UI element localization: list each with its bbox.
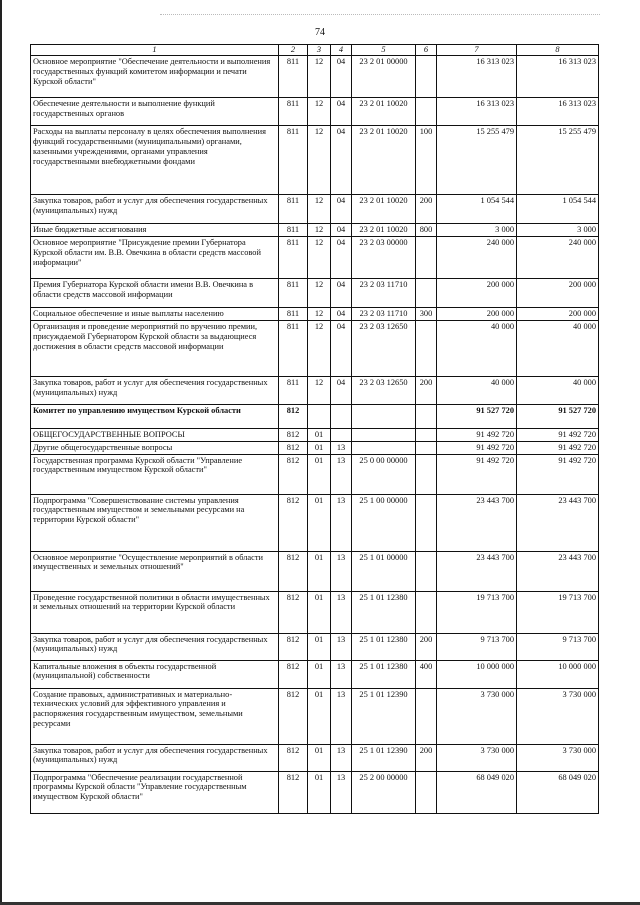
item-name: Организация и проведение мероприятий по вручению премии, присуждаемой Губернатором Курской области за выдающиеся достижения в области средств массовой информации [31, 320, 279, 376]
table-row [31, 194, 599, 223]
amount-year-2: 16 313 023 [517, 97, 599, 125]
item-name: Премия Губернатора Курской области имени В.В. Овечкина в области средств массовой информации [31, 278, 279, 307]
target-article-code: 23 2 03 12650 [352, 320, 416, 376]
amount-year-2: 16 313 023 [517, 55, 599, 97]
target-article-code: 25 0 00 00000 [352, 454, 416, 494]
expense-type-code: 100 [416, 125, 437, 194]
target-article-code: 23 2 01 00000 [352, 55, 416, 97]
amount-year-2: 91 492 720 [517, 441, 599, 454]
header-cell: 7 [437, 45, 517, 56]
amount-year-1: 23 443 700 [437, 551, 517, 591]
amount-year-1: 23 443 700 [437, 494, 517, 551]
subsection-code: 13 [331, 688, 352, 744]
amount-year-1: 91 492 720 [437, 428, 517, 441]
scan-artifact [160, 14, 600, 16]
target-article-code: 23 2 01 10020 [352, 125, 416, 194]
section-code: 01 [308, 551, 331, 591]
expense-type-code [416, 404, 437, 428]
table-row [31, 125, 599, 194]
target-article-code [352, 441, 416, 454]
amount-year-2: 40 000 [517, 376, 599, 404]
table-row [31, 551, 599, 591]
amount-year-1: 3 730 000 [437, 744, 517, 771]
expense-type-code [416, 454, 437, 494]
subsection-code: 13 [331, 633, 352, 660]
item-name: Закупка товаров, работ и услуг для обеспечения государственных (муниципальных) нужд [31, 376, 279, 404]
subsection-code: 04 [331, 376, 352, 404]
grbs-code: 812 [279, 591, 308, 633]
expense-type-code: 300 [416, 307, 437, 320]
amount-year-2: 1 054 544 [517, 194, 599, 223]
expense-type-code [416, 428, 437, 441]
grbs-code: 811 [279, 223, 308, 236]
header-cell: 3 [308, 45, 331, 56]
item-name: Основное мероприятие "Присуждение премии Губернатора Курской области им. В.В. Овечкина в области средств массовой информации" [31, 236, 279, 278]
grbs-code: 812 [279, 428, 308, 441]
item-name: Закупка товаров, работ и услуг для обеспечения государственных (муниципальных) нужд [31, 744, 279, 771]
amount-year-2: 10 000 000 [517, 660, 599, 688]
section-code: 01 [308, 494, 331, 551]
grbs-code: 811 [279, 97, 308, 125]
amount-year-1: 9 713 700 [437, 633, 517, 660]
item-name: Подпрограмма "Обеспечение реализации государственной программы Курской области "Управление государственным имуществом Курской области" [31, 771, 279, 813]
grbs-code: 811 [279, 236, 308, 278]
table-row [31, 97, 599, 125]
amount-year-1: 200 000 [437, 278, 517, 307]
amount-year-1: 40 000 [437, 376, 517, 404]
expense-type-code [416, 591, 437, 633]
target-article-code [352, 404, 416, 428]
subsection-code: 04 [331, 278, 352, 307]
subsection-code: 13 [331, 591, 352, 633]
table-row [31, 320, 599, 376]
grbs-code: 812 [279, 660, 308, 688]
grbs-code: 812 [279, 454, 308, 494]
grbs-code: 812 [279, 404, 308, 428]
expense-type-code: 200 [416, 376, 437, 404]
table-body [31, 45, 599, 814]
amount-year-1: 10 000 000 [437, 660, 517, 688]
grbs-code: 812 [279, 771, 308, 813]
subsection-code: 13 [331, 660, 352, 688]
amount-year-2: 3 730 000 [517, 744, 599, 771]
page-number: 74 [315, 27, 325, 38]
target-article-code: 23 2 03 11710 [352, 307, 416, 320]
target-article-code: 23 2 01 10020 [352, 194, 416, 223]
table-row [31, 404, 599, 428]
target-article-code: 23 2 03 11710 [352, 278, 416, 307]
grbs-code: 812 [279, 688, 308, 744]
table-row [31, 494, 599, 551]
expense-type-code: 800 [416, 223, 437, 236]
table-row [31, 454, 599, 494]
item-name: Проведение государственной политики в области имущественных и земельных отношений на территории Курской области [31, 591, 279, 633]
amount-year-1: 91 527 720 [437, 404, 517, 428]
section-code: 12 [308, 223, 331, 236]
subsection-code: 04 [331, 97, 352, 125]
budget-table [30, 44, 599, 814]
target-article-code: 25 1 00 00000 [352, 494, 416, 551]
section-code: 01 [308, 660, 331, 688]
amount-year-2: 240 000 [517, 236, 599, 278]
table-header-row [31, 45, 599, 56]
subsection-code: 04 [331, 125, 352, 194]
expense-type-code: 400 [416, 660, 437, 688]
amount-year-2: 15 255 479 [517, 125, 599, 194]
amount-year-1: 91 492 720 [437, 454, 517, 494]
section-code: 01 [308, 441, 331, 454]
item-name: Социальное обеспечение и иные выплаты населению [31, 307, 279, 320]
amount-year-2: 3 730 000 [517, 688, 599, 744]
amount-year-1: 240 000 [437, 236, 517, 278]
amount-year-1: 3 000 [437, 223, 517, 236]
expense-type-code [416, 97, 437, 125]
subsection-code: 13 [331, 454, 352, 494]
grbs-code: 811 [279, 307, 308, 320]
table-row [31, 428, 599, 441]
table-row [31, 307, 599, 320]
target-article-code: 23 2 01 10020 [352, 223, 416, 236]
item-name: Закупка товаров, работ и услуг для обеспечения государственных (муниципальных) нужд [31, 633, 279, 660]
target-article-code: 25 1 01 12390 [352, 688, 416, 744]
section-code [308, 404, 331, 428]
subsection-code: 13 [331, 744, 352, 771]
target-article-code: 25 1 01 12380 [352, 591, 416, 633]
expense-type-code [416, 771, 437, 813]
amount-year-1: 91 492 720 [437, 441, 517, 454]
table-row [31, 771, 599, 813]
grbs-code: 811 [279, 320, 308, 376]
amount-year-2: 200 000 [517, 307, 599, 320]
grbs-code: 812 [279, 494, 308, 551]
target-article-code [352, 428, 416, 441]
amount-year-1: 1 054 544 [437, 194, 517, 223]
item-name: Расходы на выплаты персоналу в целях обеспечения выполнения функций государственными (муниципальными) органами, казенными учреждениями, органами управления государственными внебюджетными фондами [31, 125, 279, 194]
subsection-code: 13 [331, 771, 352, 813]
item-name: Закупка товаров, работ и услуг для обеспечения государственных (муниципальных) нужд [31, 194, 279, 223]
grbs-code: 812 [279, 744, 308, 771]
table-row [31, 376, 599, 404]
table-row [31, 591, 599, 633]
amount-year-2: 40 000 [517, 320, 599, 376]
amount-year-2: 91 527 720 [517, 404, 599, 428]
section-code: 01 [308, 428, 331, 441]
expense-type-code [416, 494, 437, 551]
table-row [31, 55, 599, 97]
target-article-code: 25 1 01 12380 [352, 660, 416, 688]
header-cell: 8 [517, 45, 599, 56]
amount-year-2: 19 713 700 [517, 591, 599, 633]
expense-type-code [416, 55, 437, 97]
subsection-code: 13 [331, 551, 352, 591]
item-name: Основное мероприятие "Осуществление мероприятий в области имущественных и земельных отношений" [31, 551, 279, 591]
expense-type-code [416, 320, 437, 376]
target-article-code: 25 1 01 12390 [352, 744, 416, 771]
expense-type-code: 200 [416, 633, 437, 660]
target-article-code: 25 1 01 12380 [352, 633, 416, 660]
section-code: 01 [308, 744, 331, 771]
table-row [31, 236, 599, 278]
header-cell: 1 [31, 45, 279, 56]
table-row [31, 441, 599, 454]
table-row [31, 744, 599, 771]
amount-year-1: 68 049 020 [437, 771, 517, 813]
item-name: Капитальные вложения в объекты государственной (муниципальной) собственности [31, 660, 279, 688]
expense-type-code: 200 [416, 744, 437, 771]
grbs-code: 811 [279, 376, 308, 404]
grbs-code: 812 [279, 551, 308, 591]
grbs-code: 812 [279, 441, 308, 454]
amount-year-1: 40 000 [437, 320, 517, 376]
section-code: 01 [308, 591, 331, 633]
subsection-code [331, 404, 352, 428]
section-code: 12 [308, 194, 331, 223]
target-article-code: 23 2 03 12650 [352, 376, 416, 404]
grbs-code: 811 [279, 55, 308, 97]
subsection-code: 04 [331, 55, 352, 97]
header-cell: 4 [331, 45, 352, 56]
section-code: 12 [308, 278, 331, 307]
section-code: 12 [308, 236, 331, 278]
target-article-code: 25 1 01 00000 [352, 551, 416, 591]
table-row [31, 633, 599, 660]
expense-type-code [416, 688, 437, 744]
section-code: 01 [308, 688, 331, 744]
amount-year-1: 200 000 [437, 307, 517, 320]
item-name: Комитет по управлению имуществом Курской области [31, 404, 279, 428]
table-row [31, 660, 599, 688]
section-code: 12 [308, 376, 331, 404]
target-article-code: 25 2 00 00000 [352, 771, 416, 813]
section-code: 12 [308, 307, 331, 320]
grbs-code: 811 [279, 194, 308, 223]
subsection-code [331, 428, 352, 441]
item-name: Государственная программа Курской области "Управление государственным имуществом Курской области" [31, 454, 279, 494]
item-name: Подпрограмма "Совершенствование системы управления государственным имуществом и земельными ресурсами на территории Курской области" [31, 494, 279, 551]
amount-year-2: 200 000 [517, 278, 599, 307]
item-name: ОБЩЕГОСУДАРСТВЕННЫЕ ВОПРОСЫ [31, 428, 279, 441]
section-code: 01 [308, 633, 331, 660]
amount-year-2: 91 492 720 [517, 428, 599, 441]
table-row [31, 278, 599, 307]
subsection-code: 04 [331, 307, 352, 320]
table-row [31, 223, 599, 236]
expense-type-code [416, 236, 437, 278]
section-code: 12 [308, 320, 331, 376]
item-name: Обеспечение деятельности и выполнение функций государственных органов [31, 97, 279, 125]
expense-type-code: 200 [416, 194, 437, 223]
item-name: Основное мероприятие "Обеспечение деятельности и выполнения государственных функций комитетом информации и печати Курской области" [31, 55, 279, 97]
amount-year-2: 68 049 020 [517, 771, 599, 813]
subsection-code: 13 [331, 441, 352, 454]
item-name: Создание правовых, административных и материально-технических условий для эффективного управления и распоряжения государственным имуществом, земельными ресурсами [31, 688, 279, 744]
subsection-code: 04 [331, 223, 352, 236]
subsection-code: 04 [331, 194, 352, 223]
item-name: Другие общегосударственные вопросы [31, 441, 279, 454]
target-article-code: 23 2 03 00000 [352, 236, 416, 278]
amount-year-2: 3 000 [517, 223, 599, 236]
grbs-code: 811 [279, 125, 308, 194]
subsection-code: 04 [331, 236, 352, 278]
amount-year-2: 23 443 700 [517, 494, 599, 551]
amount-year-2: 9 713 700 [517, 633, 599, 660]
amount-year-1: 19 713 700 [437, 591, 517, 633]
section-code: 01 [308, 454, 331, 494]
target-article-code: 23 2 01 10020 [352, 97, 416, 125]
amount-year-2: 91 492 720 [517, 454, 599, 494]
expense-type-code [416, 441, 437, 454]
table-row [31, 688, 599, 744]
section-code: 12 [308, 125, 331, 194]
section-code: 12 [308, 97, 331, 125]
header-cell: 6 [416, 45, 437, 56]
expense-type-code [416, 551, 437, 591]
amount-year-2: 23 443 700 [517, 551, 599, 591]
section-code: 01 [308, 771, 331, 813]
amount-year-1: 16 313 023 [437, 97, 517, 125]
header-cell: 5 [352, 45, 416, 56]
subsection-code: 04 [331, 320, 352, 376]
grbs-code: 811 [279, 278, 308, 307]
subsection-code: 13 [331, 494, 352, 551]
expense-type-code [416, 278, 437, 307]
item-name: Иные бюджетные ассигнования [31, 223, 279, 236]
amount-year-1: 16 313 023 [437, 55, 517, 97]
section-code: 12 [308, 55, 331, 97]
amount-year-1: 15 255 479 [437, 125, 517, 194]
grbs-code: 812 [279, 633, 308, 660]
header-cell: 2 [279, 45, 308, 56]
amount-year-1: 3 730 000 [437, 688, 517, 744]
scan-edge-left [0, 0, 2, 905]
